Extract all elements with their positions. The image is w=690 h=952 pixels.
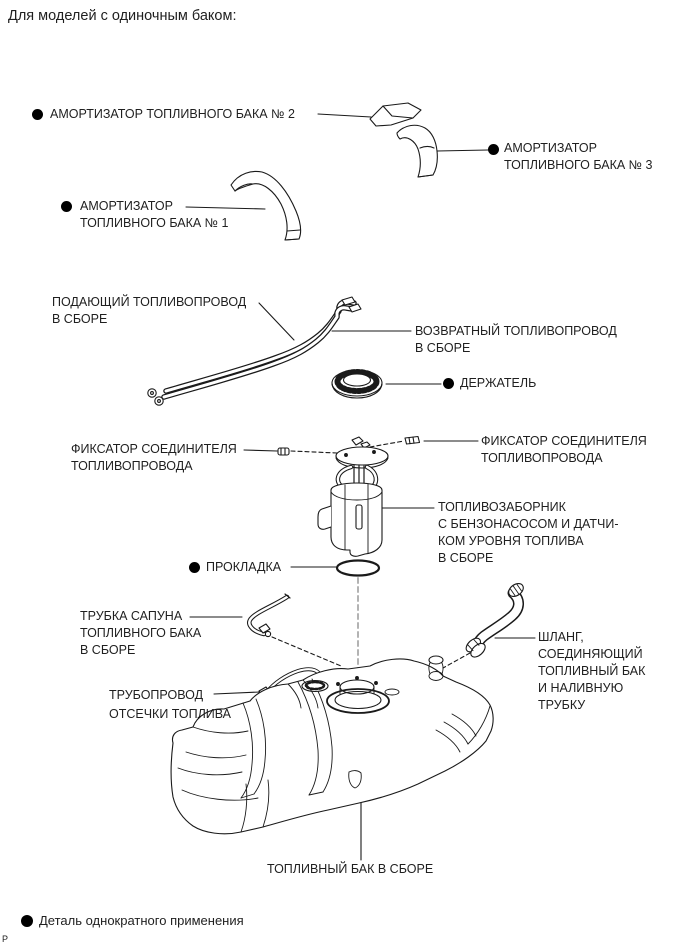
label-line: ТОПЛИВНОГО БАКА № 3 <box>504 158 653 172</box>
fuel-pump-module-illustration <box>318 437 388 556</box>
single-use-bullet-icon <box>61 201 72 212</box>
label-line: В СБОРЕ <box>438 551 494 565</box>
label-line: ТОПЛИВНЫЙ БАК <box>538 664 646 678</box>
label-line: ШЛАНГ, <box>538 630 584 644</box>
label-tank-cushion-3 <box>504 140 653 174</box>
tank-cushion-1-illustration <box>231 171 301 240</box>
label-retainer <box>460 375 536 392</box>
label-line: ДЕРЖАТЕЛЬ <box>460 376 537 390</box>
single-use-bullet-icon <box>32 109 43 120</box>
single-use-bullet-icon <box>488 144 499 155</box>
page-marker: P <box>2 934 9 944</box>
label-line: С БЕНЗОНАСОСОМ И ДАТЧИ- <box>438 517 619 531</box>
fuel-tank-illustration <box>171 656 493 834</box>
tank-cushion-3-illustration <box>397 125 437 177</box>
label-line: СОЕДИНЯЮЩИЙ <box>538 647 643 661</box>
label-breather-tube <box>80 608 201 659</box>
label-feed-pipe <box>52 294 246 328</box>
label-line: ТОПЛИВНЫЙ БАК В СБОРЕ <box>267 862 434 876</box>
label-gasket <box>206 559 281 576</box>
label-cutoff-pipe <box>109 686 231 724</box>
label-line: КОМ УРОВНЯ ТОПЛИВА <box>438 534 584 548</box>
single-use-bullet-icon <box>443 378 454 389</box>
label-line: АМОРТИЗАТОР <box>80 199 173 213</box>
label-filler-hose <box>538 629 645 714</box>
label-line: ФИКСАТОР СОЕДИНИТЕЛЯ <box>481 434 647 448</box>
label-line: И НАЛИВНУЮ <box>538 681 624 695</box>
label-pipe-clip-left <box>71 441 237 475</box>
label-line: ПРОКЛАДКА <box>206 560 282 574</box>
label-fuel-tank <box>267 861 433 878</box>
tank-cushion-2-illustration <box>370 103 421 126</box>
label-line: ВОЗВРАТНЫЙ ТОПЛИВОПРОВОД <box>415 324 617 338</box>
label-line: ТРУБКУ <box>538 698 586 712</box>
label-line: ОТСЕЧКИ ТОПЛИВА <box>109 707 232 721</box>
pipe-clip-left-illustration <box>278 448 289 455</box>
label-line: ТРУБОПРОВОД <box>109 688 204 702</box>
gasket-illustration <box>337 561 379 576</box>
pipe-clip-right-illustration <box>405 437 420 445</box>
label-line: ТОПЛИВНОГО БАКА № 1 <box>80 216 229 230</box>
label-line: АМОРТИЗАТОР <box>504 141 597 155</box>
footnote-single-use-part: Деталь однократного применения <box>39 913 244 928</box>
label-line: ТОПЛИВОПРОВОДА <box>71 459 193 473</box>
label-tank-cushion-1 <box>80 198 229 232</box>
label-fuel-pump <box>438 499 619 567</box>
label-line: ПОДАЮЩИЙ ТОПЛИВОПРОВОД <box>52 295 247 309</box>
label-line: В СБОРЕ <box>415 341 471 355</box>
breather-tube-illustration <box>249 594 290 637</box>
page-title: Для моделей с одиночным баком: <box>8 8 237 24</box>
label-return-pipe <box>415 323 617 357</box>
filler-hose-illustration <box>464 581 526 660</box>
label-line: ТОПЛИВОПРОВОДА <box>481 451 603 465</box>
single-use-bullet-icon <box>21 915 33 927</box>
label-line: ФИКСАТОР СОЕДИНИТЕЛЯ <box>71 442 237 456</box>
label-line: ТОПЛИВНОГО БАКА <box>80 626 202 640</box>
label-pipe-clip-right <box>481 433 647 467</box>
label-line: В СБОРЕ <box>80 643 136 657</box>
retainer-ring-illustration <box>332 370 382 398</box>
label-line: В СБОРЕ <box>52 312 108 326</box>
label-tank-cushion-2 <box>50 106 295 123</box>
label-line: АМОРТИЗАТОР ТОПЛИВНОГО БАКА № 2 <box>50 107 295 121</box>
label-line: ТОПЛИВОЗАБОРНИК <box>438 500 566 514</box>
single-use-bullet-icon <box>189 562 200 573</box>
label-line: ТРУБКА САПУНА <box>80 609 183 623</box>
